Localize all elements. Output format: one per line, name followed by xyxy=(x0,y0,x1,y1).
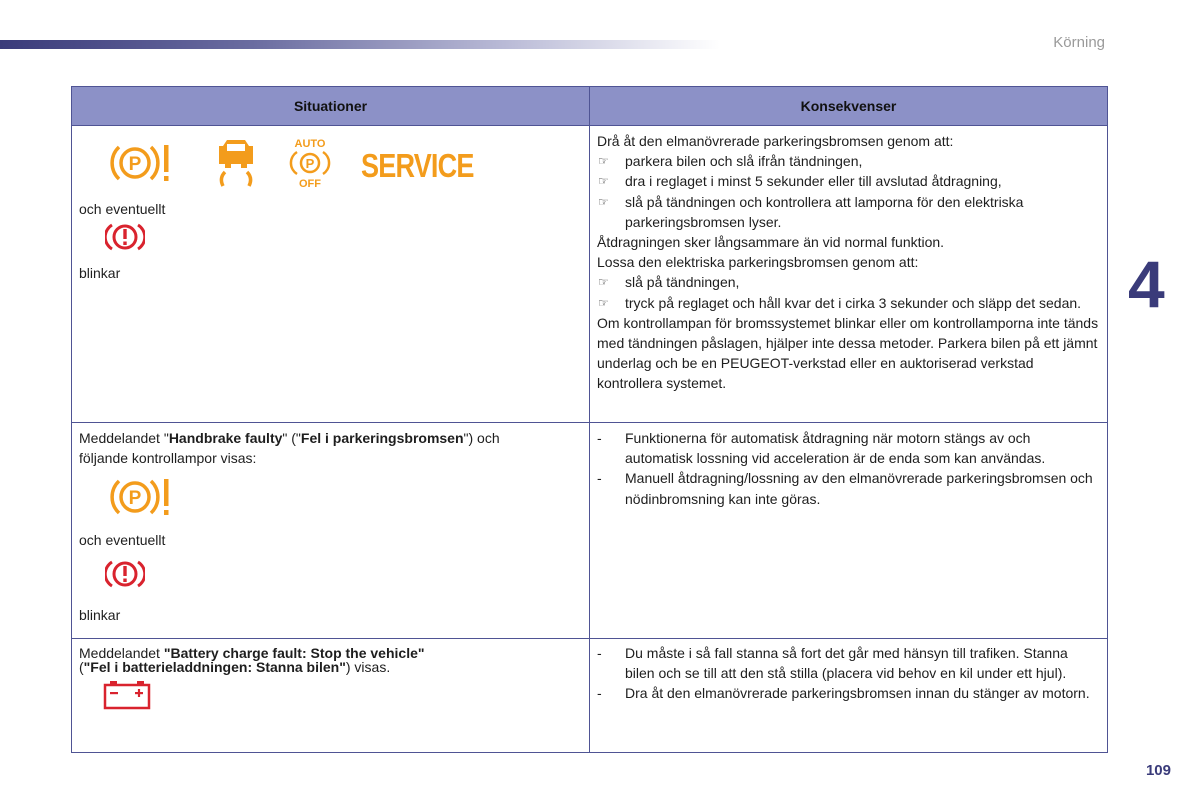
table-row xyxy=(72,639,1108,753)
icon-wrap xyxy=(79,468,582,530)
consequences-list xyxy=(597,643,1100,704)
section-title: Körning xyxy=(1053,34,1105,51)
brake-alert-icon xyxy=(105,221,145,258)
info-table xyxy=(71,86,1108,753)
message-text: Meddelandet "Handbrake faulty" ("Fel i parkeringsbromsen") och xyxy=(79,430,500,446)
brake-alert-icon-wrap xyxy=(79,219,582,259)
svg-text:P: P xyxy=(128,154,142,176)
list-item: ☞ slå på tändningen och kontrollera att lamporna för den elektriska parkeringsbromsen lyser. xyxy=(598,193,1024,230)
and-optionally-text: och eventuellt xyxy=(79,201,166,217)
closing-note: Om kontrollampan för bromssystemet blinkar eller om kontrollamporna inte tänds med tändningen påslagen, hjälper inte dessa metoder. Parkera bilen på ett jämnt underlag och be en PEUGEOT-verkstad eller en auktoriserad verkstad kontrollera systemet. xyxy=(597,314,1099,392)
consequence-cell xyxy=(590,639,1108,753)
blinking-text: blinkar xyxy=(79,265,121,282)
header-decor-bar xyxy=(0,40,720,49)
table-header-row xyxy=(72,87,1108,126)
pointer-bullet-icon: ☞ xyxy=(598,275,609,290)
situation-cell xyxy=(72,639,590,753)
list-item: - Du måste i så fall stanna så fort det går med hänsyn till trafiken. Stanna bilen och se till att den stå stilla (placera vid behov en kil under ett hjul). xyxy=(597,645,1068,682)
list-item: ☞ slå på tändningen, xyxy=(597,272,1100,292)
pointer-bullet-icon: ☞ xyxy=(598,154,609,169)
chapter-number: 4 xyxy=(1128,247,1165,321)
release-intro: Lossa den elektriska parkeringsbromsen genom att: xyxy=(597,254,919,271)
pointer-bullet-icon: ☞ xyxy=(598,194,609,209)
apply-steps-list xyxy=(597,151,1100,232)
list-item: - Dra åt den elmanövrerade parkeringsbromsen innan du stänger av motorn. xyxy=(597,685,1090,702)
situation-cell xyxy=(72,126,590,423)
service-icon: SERVICE xyxy=(361,146,474,184)
message-text: Meddelandet "Battery charge fault: Stop the vehicle" xyxy=(79,645,425,661)
battery-icon-wrap xyxy=(79,680,582,712)
column-header-consequences: Konsekvenser xyxy=(590,87,1108,126)
message-text-line2: ("Fel i batterieladdningen: Stanna bilen") visas. xyxy=(79,659,391,675)
svg-text:AUTO: AUTO xyxy=(294,138,326,151)
list-item: ☞ parkera bilen och slå ifrån tändningen, xyxy=(597,151,1100,171)
auto-park-off-icon xyxy=(289,137,331,194)
list-item: ☞ tryck på reglaget och håll kvar det i cirka 3 sekunder och släpp det sedan. xyxy=(597,293,1100,313)
blinking-text: blinkar xyxy=(79,606,121,623)
table-row xyxy=(72,423,1108,639)
stability-control-icon xyxy=(213,138,259,193)
message-text-line2: följande kontrollampor visas: xyxy=(79,450,257,467)
pointer-bullet-icon: ☞ xyxy=(598,295,609,310)
page-number: 109 xyxy=(1145,762,1171,779)
parking-brake-fault-icon xyxy=(109,475,171,524)
table-row xyxy=(72,126,1108,423)
warning-icons xyxy=(109,137,582,195)
list-item: - Manuell åtdragning/lossning av den elmanövrerade parkeringsbromsen och nödinbromsning kan inte göras. xyxy=(597,470,1093,507)
brake-alert-icon-wrap xyxy=(79,555,582,599)
pointer-bullet-icon: ☞ xyxy=(598,174,609,189)
consequence-cell xyxy=(590,126,1108,423)
consequence-cell xyxy=(590,423,1108,639)
slower-note: Åtdragningen sker långsammare än vid normal funktion. xyxy=(597,234,945,251)
list-item: ☞ dra i reglaget i minst 5 sekunder eller till avslutad åtdragning, xyxy=(597,171,1100,191)
svg-text:P: P xyxy=(128,487,142,509)
list-item: - Funktionerna för automatisk åtdragning när motorn stängs av och automatisk lossning vid acceleration är de enda som kan användas. xyxy=(597,430,1046,467)
brake-alert-icon xyxy=(105,558,145,595)
consequences-list xyxy=(597,428,1100,509)
situation-cell xyxy=(72,423,590,639)
svg-text:OFF: OFF xyxy=(299,178,321,190)
battery-icon xyxy=(103,680,151,712)
parking-brake-fault-icon xyxy=(109,141,171,190)
column-header-situations: Situationer xyxy=(72,87,590,126)
and-optionally-text: och eventuellt xyxy=(79,532,166,549)
svg-text:P: P xyxy=(305,156,315,172)
apply-intro: Drå åt den elmanövrerade parkeringsbromsen genom att: xyxy=(597,133,954,149)
release-steps-list xyxy=(597,272,1100,312)
